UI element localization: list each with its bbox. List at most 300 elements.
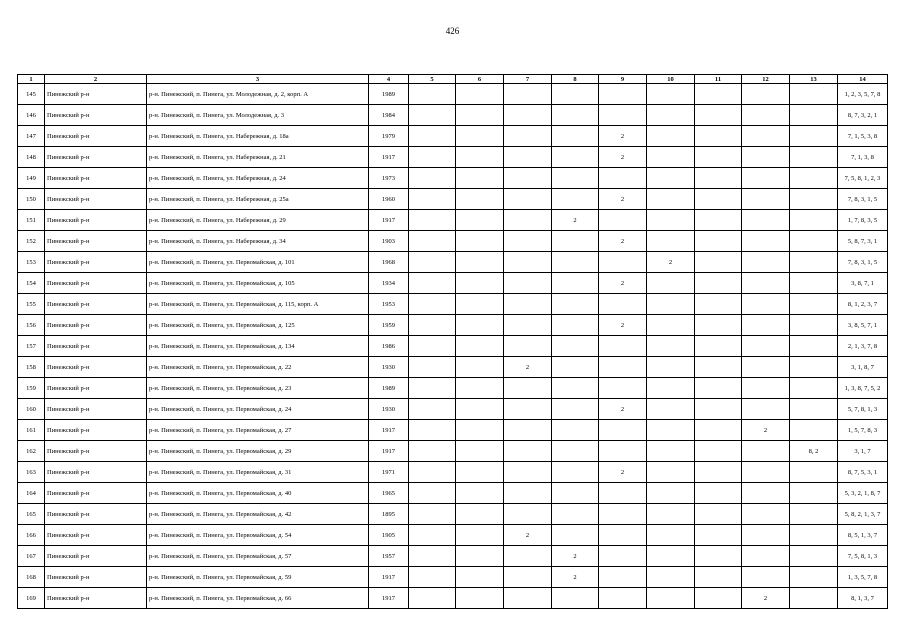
register-table xyxy=(17,74,888,609)
cell-row-number: 164 xyxy=(18,483,45,504)
cell-row-number: 147 xyxy=(18,126,45,147)
cell-col-11 xyxy=(695,252,742,273)
cell-col-8: 2 xyxy=(552,546,599,567)
cell-col-6 xyxy=(456,357,504,378)
cell-year: 1917 xyxy=(369,567,409,588)
cell-col-8: 2 xyxy=(552,210,599,231)
table-row xyxy=(18,399,888,420)
cell-col-12 xyxy=(742,546,790,567)
cell-col-10 xyxy=(647,147,695,168)
cell-address: р-н. Пинежский, п. Пинега, ул. Первомайская, д. 40 xyxy=(147,483,369,504)
cell-address: р-н. Пинежский, п. Пинега, ул. Набережная, д. 25а xyxy=(147,189,369,210)
cell-col-13 xyxy=(790,378,838,399)
cell-col-12 xyxy=(742,336,790,357)
cell-col-14: 1, 2, 3, 5, 7, 8 xyxy=(838,84,888,105)
cell-address: р-н. Пинежский, п. Пинега, ул. Первомайская, д. 101 xyxy=(147,252,369,273)
cell-col-9: 2 xyxy=(599,231,647,252)
cell-col-9 xyxy=(599,84,647,105)
column-header-11: 11 xyxy=(695,75,742,84)
cell-col-8 xyxy=(552,105,599,126)
table-row xyxy=(18,210,888,231)
cell-year: 1905 xyxy=(369,525,409,546)
cell-year: 1934 xyxy=(369,273,409,294)
cell-col-9: 2 xyxy=(599,462,647,483)
cell-col-13 xyxy=(790,399,838,420)
cell-col-11 xyxy=(695,483,742,504)
cell-col-12 xyxy=(742,105,790,126)
table-row xyxy=(18,546,888,567)
cell-col-6 xyxy=(456,315,504,336)
column-header-2: 2 xyxy=(45,75,147,84)
cell-col-7 xyxy=(504,567,552,588)
cell-row-number: 149 xyxy=(18,168,45,189)
cell-col-14: 5, 7, 8, 1, 3 xyxy=(838,399,888,420)
cell-col-7 xyxy=(504,210,552,231)
cell-col-8 xyxy=(552,315,599,336)
table-row xyxy=(18,147,888,168)
cell-col-14: 3, 1, 8, 7 xyxy=(838,357,888,378)
cell-col-9: 2 xyxy=(599,189,647,210)
cell-col-13 xyxy=(790,252,838,273)
cell-col-14: 3, 1, 7 xyxy=(838,441,888,462)
table-row xyxy=(18,105,888,126)
cell-col-6 xyxy=(456,294,504,315)
cell-col-14: 3, 8, 5, 7, 1 xyxy=(838,315,888,336)
column-header-13: 13 xyxy=(790,75,838,84)
cell-col-7 xyxy=(504,504,552,525)
cell-row-number: 162 xyxy=(18,441,45,462)
cell-col-14: 5, 8, 2, 1, 3, 7 xyxy=(838,504,888,525)
cell-district: Пинежский р-н xyxy=(45,483,147,504)
cell-year: 1986 xyxy=(369,336,409,357)
cell-district: Пинежский р-н xyxy=(45,84,147,105)
cell-col-8 xyxy=(552,168,599,189)
cell-col-6 xyxy=(456,273,504,294)
cell-col-9 xyxy=(599,105,647,126)
cell-col-9 xyxy=(599,588,647,609)
cell-col-13: 8, 2 xyxy=(790,441,838,462)
cell-address: р-н. Пинежский, п. Пинега, ул. Первомайская, д. 115, корп. А xyxy=(147,294,369,315)
cell-col-13 xyxy=(790,126,838,147)
cell-col-7 xyxy=(504,588,552,609)
cell-col-10 xyxy=(647,567,695,588)
cell-col-11 xyxy=(695,168,742,189)
cell-col-5 xyxy=(409,84,456,105)
cell-col-11 xyxy=(695,231,742,252)
cell-district: Пинежский р-н xyxy=(45,105,147,126)
cell-row-number: 156 xyxy=(18,315,45,336)
cell-address: р-н. Пинежский, п. Пинега, ул. Набережная, д. 21 xyxy=(147,147,369,168)
cell-row-number: 161 xyxy=(18,420,45,441)
cell-district: Пинежский р-н xyxy=(45,462,147,483)
cell-col-13 xyxy=(790,84,838,105)
cell-col-11 xyxy=(695,546,742,567)
cell-year: 1989 xyxy=(369,378,409,399)
cell-col-11 xyxy=(695,588,742,609)
cell-col-8 xyxy=(552,525,599,546)
cell-col-12 xyxy=(742,294,790,315)
cell-col-7 xyxy=(504,546,552,567)
cell-col-10 xyxy=(647,483,695,504)
cell-col-10 xyxy=(647,294,695,315)
cell-col-6 xyxy=(456,378,504,399)
cell-col-5 xyxy=(409,546,456,567)
cell-col-9: 2 xyxy=(599,147,647,168)
cell-row-number: 145 xyxy=(18,84,45,105)
cell-col-10 xyxy=(647,441,695,462)
cell-col-6 xyxy=(456,399,504,420)
cell-col-10 xyxy=(647,210,695,231)
table-row xyxy=(18,357,888,378)
cell-col-10 xyxy=(647,189,695,210)
cell-district: Пинежский р-н xyxy=(45,315,147,336)
table-row xyxy=(18,273,888,294)
cell-col-9 xyxy=(599,546,647,567)
cell-row-number: 146 xyxy=(18,105,45,126)
cell-col-12 xyxy=(742,210,790,231)
cell-col-8 xyxy=(552,294,599,315)
table-row xyxy=(18,588,888,609)
cell-address: р-н. Пинежский, п. Пинега, ул. Первомайская, д. 31 xyxy=(147,462,369,483)
cell-col-14: 2, 1, 3, 7, 8 xyxy=(838,336,888,357)
cell-row-number: 158 xyxy=(18,357,45,378)
cell-district: Пинежский р-н xyxy=(45,378,147,399)
cell-col-12: 2 xyxy=(742,588,790,609)
cell-year: 1917 xyxy=(369,420,409,441)
cell-col-9 xyxy=(599,357,647,378)
cell-year: 1895 xyxy=(369,504,409,525)
cell-col-8 xyxy=(552,147,599,168)
cell-col-6 xyxy=(456,546,504,567)
cell-col-8 xyxy=(552,462,599,483)
cell-col-13 xyxy=(790,357,838,378)
table-row xyxy=(18,525,888,546)
cell-col-9 xyxy=(599,294,647,315)
cell-col-11 xyxy=(695,504,742,525)
cell-col-11 xyxy=(695,567,742,588)
cell-address: р-н. Пинежский, п. Пинега, ул. Молодежная, д. 2, корп. А xyxy=(147,84,369,105)
cell-district: Пинежский р-н xyxy=(45,294,147,315)
cell-address: р-н. Пинежский, п. Пинега, ул. Первомайская, д. 59 xyxy=(147,567,369,588)
cell-col-14: 8, 7, 5, 3, 1 xyxy=(838,462,888,483)
cell-col-6 xyxy=(456,168,504,189)
cell-col-12 xyxy=(742,168,790,189)
cell-col-13 xyxy=(790,315,838,336)
cell-address: р-н. Пинежский, п. Пинега, ул. Первомайская, д. 27 xyxy=(147,420,369,441)
cell-col-7 xyxy=(504,147,552,168)
table-header-row xyxy=(18,75,888,84)
cell-col-6 xyxy=(456,231,504,252)
cell-col-6 xyxy=(456,252,504,273)
cell-col-9: 2 xyxy=(599,315,647,336)
cell-col-8: 2 xyxy=(552,567,599,588)
cell-col-9 xyxy=(599,483,647,504)
cell-col-5 xyxy=(409,273,456,294)
cell-col-10 xyxy=(647,84,695,105)
cell-district: Пинежский р-н xyxy=(45,504,147,525)
cell-district: Пинежский р-н xyxy=(45,231,147,252)
table-row xyxy=(18,294,888,315)
cell-year: 1984 xyxy=(369,105,409,126)
cell-col-6 xyxy=(456,588,504,609)
cell-col-10 xyxy=(647,420,695,441)
cell-col-10 xyxy=(647,504,695,525)
cell-col-6 xyxy=(456,483,504,504)
cell-district: Пинежский р-н xyxy=(45,546,147,567)
table-row xyxy=(18,84,888,105)
cell-col-13 xyxy=(790,105,838,126)
cell-col-7 xyxy=(504,84,552,105)
cell-col-11 xyxy=(695,273,742,294)
cell-col-5 xyxy=(409,504,456,525)
cell-district: Пинежский р-н xyxy=(45,273,147,294)
cell-district: Пинежский р-н xyxy=(45,567,147,588)
cell-col-9 xyxy=(599,168,647,189)
cell-col-14: 8, 7, 3, 2, 1 xyxy=(838,105,888,126)
cell-address: р-н. Пинежский, п. Пинега, ул. Первомайская, д. 66 xyxy=(147,588,369,609)
cell-col-11 xyxy=(695,105,742,126)
cell-col-9 xyxy=(599,420,647,441)
cell-col-11 xyxy=(695,525,742,546)
cell-col-8 xyxy=(552,273,599,294)
cell-col-10 xyxy=(647,357,695,378)
cell-col-14: 5, 3, 2, 1, 8, 7 xyxy=(838,483,888,504)
cell-year: 1917 xyxy=(369,210,409,231)
cell-col-5 xyxy=(409,294,456,315)
cell-col-12 xyxy=(742,441,790,462)
column-header-5: 5 xyxy=(409,75,456,84)
cell-col-12 xyxy=(742,483,790,504)
cell-col-9 xyxy=(599,378,647,399)
cell-year: 1965 xyxy=(369,483,409,504)
cell-col-8 xyxy=(552,336,599,357)
cell-col-5 xyxy=(409,126,456,147)
cell-col-11 xyxy=(695,336,742,357)
cell-col-12 xyxy=(742,357,790,378)
cell-col-5 xyxy=(409,168,456,189)
cell-col-9 xyxy=(599,525,647,546)
cell-address: р-н. Пинежский, п. Пинега, ул. Первомайская, д. 42 xyxy=(147,504,369,525)
cell-col-6 xyxy=(456,420,504,441)
table-row xyxy=(18,252,888,273)
cell-col-13 xyxy=(790,189,838,210)
cell-col-13 xyxy=(790,294,838,315)
cell-col-6 xyxy=(456,336,504,357)
cell-address: р-н. Пинежский, п. Пинега, ул. Первомайская, д. 105 xyxy=(147,273,369,294)
cell-col-10 xyxy=(647,168,695,189)
cell-col-10 xyxy=(647,126,695,147)
cell-col-11 xyxy=(695,210,742,231)
table-row xyxy=(18,189,888,210)
column-header-7: 7 xyxy=(504,75,552,84)
cell-col-13 xyxy=(790,588,838,609)
cell-col-6 xyxy=(456,126,504,147)
cell-address: р-н. Пинежский, п. Пинега, ул. Первомайская, д. 22 xyxy=(147,357,369,378)
cell-col-7 xyxy=(504,294,552,315)
cell-col-9 xyxy=(599,504,647,525)
cell-col-8 xyxy=(552,420,599,441)
cell-col-5 xyxy=(409,189,456,210)
cell-col-6 xyxy=(456,147,504,168)
cell-col-8 xyxy=(552,126,599,147)
cell-col-10 xyxy=(647,588,695,609)
cell-col-8 xyxy=(552,231,599,252)
cell-col-14: 1, 3, 5, 7, 8 xyxy=(838,567,888,588)
cell-col-13 xyxy=(790,483,838,504)
cell-col-12 xyxy=(742,525,790,546)
cell-col-11 xyxy=(695,420,742,441)
cell-district: Пинежский р-н xyxy=(45,588,147,609)
cell-col-12 xyxy=(742,252,790,273)
cell-col-6 xyxy=(456,189,504,210)
cell-col-13 xyxy=(790,525,838,546)
cell-col-8 xyxy=(552,84,599,105)
cell-col-12 xyxy=(742,462,790,483)
cell-col-13 xyxy=(790,168,838,189)
cell-col-10 xyxy=(647,525,695,546)
cell-col-11 xyxy=(695,147,742,168)
cell-col-14: 5, 8, 7, 3, 1 xyxy=(838,231,888,252)
cell-col-13 xyxy=(790,546,838,567)
table-row xyxy=(18,126,888,147)
cell-year: 1930 xyxy=(369,399,409,420)
cell-col-5 xyxy=(409,315,456,336)
cell-col-7 xyxy=(504,126,552,147)
table-row xyxy=(18,336,888,357)
cell-year: 1979 xyxy=(369,126,409,147)
cell-col-11 xyxy=(695,84,742,105)
cell-col-14: 7, 8, 3, 1, 5 xyxy=(838,189,888,210)
cell-col-6 xyxy=(456,441,504,462)
cell-row-number: 168 xyxy=(18,567,45,588)
cell-col-11 xyxy=(695,294,742,315)
cell-col-5 xyxy=(409,420,456,441)
cell-address: р-н. Пинежский, п. Пинега, ул. Молодежная, д. 3 xyxy=(147,105,369,126)
cell-col-14: 8, 1, 3, 7 xyxy=(838,588,888,609)
cell-col-10 xyxy=(647,546,695,567)
cell-col-6 xyxy=(456,504,504,525)
column-header-10: 10 xyxy=(647,75,695,84)
cell-col-6 xyxy=(456,462,504,483)
table-row xyxy=(18,462,888,483)
column-header-9: 9 xyxy=(599,75,647,84)
cell-col-5 xyxy=(409,462,456,483)
cell-year: 1959 xyxy=(369,315,409,336)
cell-col-7 xyxy=(504,231,552,252)
cell-col-5 xyxy=(409,483,456,504)
cell-col-11 xyxy=(695,378,742,399)
cell-col-14: 8, 5, 1, 3, 7 xyxy=(838,525,888,546)
cell-address: р-н. Пинежский, п. Пинега, ул. Первомайская, д. 54 xyxy=(147,525,369,546)
cell-col-7 xyxy=(504,462,552,483)
cell-col-11 xyxy=(695,357,742,378)
table-row xyxy=(18,504,888,525)
table-row xyxy=(18,483,888,504)
cell-col-5 xyxy=(409,399,456,420)
cell-row-number: 154 xyxy=(18,273,45,294)
cell-col-6 xyxy=(456,210,504,231)
column-header-12: 12 xyxy=(742,75,790,84)
cell-district: Пинежский р-н xyxy=(45,357,147,378)
cell-col-7 xyxy=(504,189,552,210)
table-row xyxy=(18,441,888,462)
cell-col-6 xyxy=(456,567,504,588)
cell-col-7 xyxy=(504,378,552,399)
cell-col-7 xyxy=(504,252,552,273)
cell-col-12 xyxy=(742,231,790,252)
cell-col-5 xyxy=(409,525,456,546)
cell-district: Пинежский р-н xyxy=(45,441,147,462)
cell-col-13 xyxy=(790,210,838,231)
cell-col-12 xyxy=(742,189,790,210)
cell-col-12 xyxy=(742,273,790,294)
column-header-8: 8 xyxy=(552,75,599,84)
cell-col-14: 7, 8, 3, 1, 5 xyxy=(838,252,888,273)
cell-col-12 xyxy=(742,399,790,420)
cell-col-7 xyxy=(504,105,552,126)
cell-col-13 xyxy=(790,336,838,357)
table-row xyxy=(18,420,888,441)
cell-col-13 xyxy=(790,273,838,294)
cell-col-14: 3, 8, 7, 1 xyxy=(838,273,888,294)
column-header-14: 14 xyxy=(838,75,888,84)
cell-address: р-н. Пинежский, п. Пинега, ул. Первомайская, д. 57 xyxy=(147,546,369,567)
cell-col-12 xyxy=(742,315,790,336)
cell-col-10 xyxy=(647,462,695,483)
cell-col-7 xyxy=(504,420,552,441)
cell-year: 1960 xyxy=(369,189,409,210)
cell-year: 1930 xyxy=(369,357,409,378)
cell-district: Пинежский р-н xyxy=(45,126,147,147)
cell-col-10 xyxy=(647,315,695,336)
cell-col-12: 2 xyxy=(742,420,790,441)
cell-col-5 xyxy=(409,336,456,357)
cell-col-8 xyxy=(552,483,599,504)
cell-col-7 xyxy=(504,336,552,357)
cell-row-number: 159 xyxy=(18,378,45,399)
cell-row-number: 160 xyxy=(18,399,45,420)
cell-col-13 xyxy=(790,567,838,588)
cell-col-14: 1, 7, 8, 3, 5 xyxy=(838,210,888,231)
table-row xyxy=(18,567,888,588)
cell-col-13 xyxy=(790,147,838,168)
cell-col-5 xyxy=(409,567,456,588)
cell-year: 1973 xyxy=(369,168,409,189)
cell-col-11 xyxy=(695,399,742,420)
cell-col-14: 7, 5, 8, 1, 2, 3 xyxy=(838,168,888,189)
cell-col-8 xyxy=(552,441,599,462)
cell-address: р-н. Пинежский, п. Пинега, ул. Набережная, д. 29 xyxy=(147,210,369,231)
cell-address: р-н. Пинежский, п. Пинега, ул. Набережная, д. 24 xyxy=(147,168,369,189)
cell-col-14: 8, 1, 2, 3, 7 xyxy=(838,294,888,315)
column-header-4: 4 xyxy=(369,75,409,84)
cell-year: 1917 xyxy=(369,588,409,609)
cell-col-5 xyxy=(409,357,456,378)
cell-col-10 xyxy=(647,336,695,357)
column-header-6: 6 xyxy=(456,75,504,84)
cell-row-number: 169 xyxy=(18,588,45,609)
cell-row-number: 165 xyxy=(18,504,45,525)
table-row xyxy=(18,168,888,189)
cell-col-5 xyxy=(409,588,456,609)
cell-year: 1953 xyxy=(369,294,409,315)
table-row xyxy=(18,231,888,252)
cell-col-14: 7, 1, 5, 3, 8 xyxy=(838,126,888,147)
cell-col-7 xyxy=(504,168,552,189)
column-header-3: 3 xyxy=(147,75,369,84)
cell-address: р-н. Пинежский, п. Пинега, ул. Первомайская, д. 125 xyxy=(147,315,369,336)
cell-district: Пинежский р-н xyxy=(45,525,147,546)
